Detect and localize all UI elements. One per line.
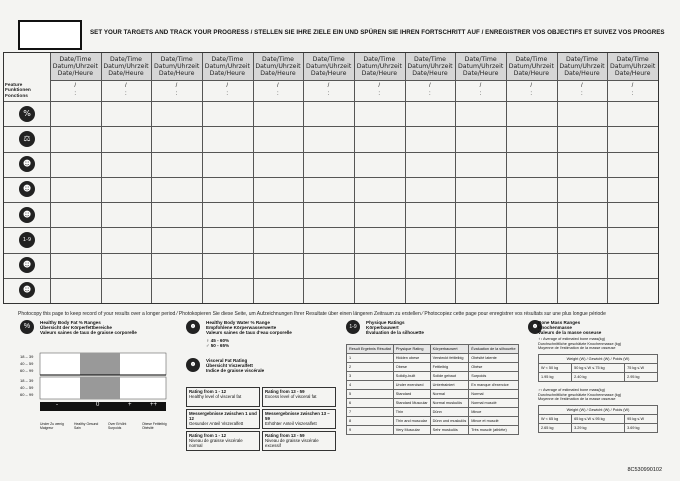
date-header-9 [455,53,506,81]
bone-male-v-1: 2.65 kg [539,424,572,433]
physique-cell: Mince [469,408,518,417]
grid-column-line [253,53,254,303]
date-header-line: Date/Time [160,56,193,63]
grid-row-line [4,101,658,102]
date-header-line: Datum/Uhrzeit [610,63,656,71]
bone-female-v-2: 2.40 kg [572,373,625,382]
water-female: ♀ 45 - 60% [206,337,230,343]
date-header-line: Datum/Uhrzeit [458,63,504,71]
time-colon: : [429,91,431,97]
bone-male-note-2: Durchschnittliche geschätzte Knochenmasse (kg) [538,392,622,397]
grid-column-line [557,53,558,303]
bone-female-v-1: 1.95 kg [539,373,572,382]
fat-legend-obese: Obese Fettleibig Obésité [142,422,167,430]
physique-cell: Obèse [469,363,518,372]
grid-column-line [455,53,456,303]
date-slash: / [631,83,634,89]
physique-cell: 8 [347,417,394,426]
physique-header-row [347,345,519,354]
physique-cell: Untertrainiert [430,381,469,390]
visceral-title-de: Übersicht Viszeralfett [206,363,253,369]
physique-cell: Mince et musclé [469,417,518,426]
bone-female-w-3: 75 kg ≤ W [625,364,658,373]
date-header-line: Date/Time [565,56,598,63]
visceral-box-4-title: Messergebnisse zwischen 13 – 59 [265,411,330,422]
physique-row [347,408,519,417]
fat-range-chart [20,350,168,420]
physique-cell: 3 [347,372,394,381]
visceral-box-1-text: Healthy level of visceral fat [189,394,242,400]
fat-legend-under: Under Zu wenig Maigreur [40,422,64,430]
time-colon: : [479,91,482,97]
grid-row-line [4,202,658,203]
water-title-de: Empfohlene Körperwasserwerte [206,325,277,331]
date-slash: / [530,83,532,89]
date-header-line: Date/Heure [158,70,195,78]
scale-zero: 0 [96,402,100,408]
bone-male-w-1: W < 65 kg [539,415,572,424]
date-header-line: Datum/Uhrzeit [103,63,149,71]
grid-column-line [607,53,608,303]
date-slash: / [277,83,279,89]
visceral-box-6-title: Rating from 13 - 59 [265,433,305,438]
date-header-11 [557,53,608,81]
fat-age-6: 60 – 99 [20,392,34,397]
time-colon: : [125,91,127,97]
visceral-box-2 [262,387,336,407]
bone-female-w-2: 50 kg ≤ W ≤ 75 kg [572,364,625,373]
bone-male-w-2: 65 kg ≤ W ≤ 95 kg [572,415,625,424]
date-header-line: Datum/Uhrzeit [255,63,301,71]
measurement-icon: ☻ [19,257,35,273]
feature-label: Fonctions [5,93,28,99]
date-header-line: Date/Time [616,56,649,63]
bone-male-header: Weight (W) / Gewicht (W) / Poids (W) [539,406,658,415]
fat-title-en: Healthy Body Fat % Ranges [40,320,101,325]
photocopy-note: Photocopy this page to keep record of your results over a longer period ⁄ Photokopieren Sie diese Seite, um Aufzeichnungen Ihrer Resultate über einen längeren Zeitraum zu erstellen ⁄ Photocopiez cette page pour enregistrer vos résultats sur une plus longue période [18,311,606,317]
fat-age-5: 40 – 59 [20,385,34,390]
feature-label: Funktionen [5,88,31,94]
date-header-line: Date/Time [312,56,345,63]
grid-column-line [405,53,406,303]
scale-plusplus: ++ [150,402,158,408]
date-slash: / [125,83,127,89]
water-title-en: Healthy Body Water % Range [206,320,270,325]
physique-table [346,344,519,435]
visceral-box-2-title: Rating from 13 - 59 [265,389,305,394]
physique-cell: Hidden obese [393,354,430,363]
visceral-box-4-text: Erhöhter Anteil Viszeralfett [265,421,317,427]
time-colon: : [631,91,634,97]
bone-female-w-1: W < 50 kg [539,364,572,373]
date-header-7 [354,53,405,81]
date-slash: / [327,83,330,89]
grid-row-line [4,177,658,178]
date-header-line: Date/Heure [462,70,499,78]
physique-cell: Very Muscular [393,426,430,435]
physique-cell: Solidly-built [393,372,430,381]
bone-male-table [538,405,658,433]
date-header-6 [303,53,354,81]
physique-row [347,354,519,363]
date-header-line: Date/Heure [260,70,296,78]
date-header-line: Date/Time [363,56,396,63]
date-header-line: Date/Time [515,56,548,63]
physique-cell: Thin and muscular [393,417,430,426]
physique-icon: 1-9 [346,320,360,334]
time-colon: : [327,91,330,97]
visceral-box-2-text: Excess level of visceral fat [265,394,317,400]
visceral-title-fr: Indice de graisse viscérale [206,368,265,374]
time-colon: : [530,91,532,97]
time-colon: : [581,91,583,97]
date-header-line: Datum/Uhrzeit [356,63,402,71]
fat-legend-healthy: Healthy Gesund Sain [74,422,99,430]
grid-row-line [4,278,658,279]
grid-column-line [50,53,51,303]
page-title: SET YOUR TARGETS AND TRACK YOUR PROGRESS / STELLEN SIE IHRE ZIELE EIN UND SPÜREN SIE IHREN FORTSCHRITT AUF / ENREGISTRER VOS OBJECTIFS ET SUIVEZ VOS PROGRES [90,29,665,36]
grid-column-line [202,53,203,303]
physique-cell: 9 [347,426,394,435]
grid-column-line [506,53,507,303]
date-header-8 [405,53,456,81]
physique-cell: Versteckt fettleibig [430,354,469,363]
measurement-icon: ⚖ [19,131,35,147]
physique-cell: Obese [393,363,430,372]
physique-cell: Dünn [430,408,469,417]
date-header-line: Date/Heure [564,70,600,78]
bone-male-v-2: 3.29 kg [572,424,625,433]
date-header-3 [151,53,202,81]
grid-column-line [303,53,304,303]
date-header-line: Date/Time [464,56,497,63]
water-male: ♂ 50 - 65% [206,342,230,348]
physique-cell: Sehr muskulös [430,426,469,435]
date-header-line: Date/Heure [310,70,347,78]
date-slash: / [429,83,431,89]
bone-title-en: Bone Mass Ranges [538,320,581,325]
date-header-line: Date/Time [109,56,142,63]
physique-cell: Obésité latente [469,354,518,363]
bone-female-header: Weight (W) / Gewicht (W) / Poids (W) [539,355,658,364]
grid-row-line [4,152,658,153]
date-header-5 [253,53,304,81]
date-slash: / [378,83,380,89]
water-title-fr: Valeurs saines de taux d'eau corporelle [206,330,292,336]
physique-cell: Fettleibig [430,363,469,372]
date-header-12 [607,53,658,81]
measurement-icon: ☻ [19,282,35,298]
physique-cell: Standard [393,390,430,399]
date-header-line: Date/Time [211,56,244,63]
bone-male-w-3: 95 kg ≤ W [625,415,658,424]
visceral-box-4 [262,409,336,429]
physique-cell: Standard Muscular [393,399,430,408]
header-box [18,20,82,50]
physique-cell: Normal muskulös [430,399,469,408]
physique-cell: 4 [347,381,394,390]
visceral-box-6 [262,431,336,451]
physique-row [347,426,519,435]
time-colon: : [378,91,380,97]
physique-cell: 2 [347,363,394,372]
physique-cell: 6 [347,399,394,408]
visceral-box-3-text: Gesunder Anteil Viszeralfett [189,421,244,427]
time-colon: : [226,91,228,97]
date-header-line: Date/Heure [513,70,550,78]
physique-cell: Thin [393,408,430,417]
physique-cell: Dünn und muskulös [430,417,469,426]
physique-header-cell: Result Ergebnis Résultat [347,345,394,354]
physique-header-cell: Physique Rating [393,345,430,354]
grid-row-line [4,126,658,127]
grid-column-line [101,53,102,303]
physique-cell: Normal [469,390,518,399]
date-slash: / [226,83,228,89]
physique-cell: Solide gebaut [430,372,469,381]
serial-number: 8C530990102 [627,467,662,473]
bone-female-note-1: ♀: Average of estimated bone mass(kg) [538,337,605,341]
bone-male-note-3: Moyenne de l'estimation de la masse osseuse [538,397,616,402]
date-header-line: Date/Heure [412,70,448,78]
visceral-icon: ☻ [186,358,200,372]
date-header-line: Date/Heure [361,70,398,78]
visceral-box-5 [186,431,260,451]
physique-row [347,372,519,381]
date-slash: / [479,83,482,89]
physique-header-cell: Körperbauwert [430,345,469,354]
measurement-icon: % [19,106,35,122]
measurement-icon: ☻ [19,181,35,197]
date-header-line: Datum/Uhrzeit [306,63,352,71]
date-header-line: Datum/Uhrzeit [52,63,98,71]
bone-title-de: Knochenmasse [538,325,572,331]
feature-label: Feature [5,83,23,88]
bone-icon: ☻ [528,320,542,334]
physique-cell: 7 [347,408,394,417]
grid-column-line [354,53,355,303]
fat-title-fr: Valeurs saines de taux de graisse corporelle [40,330,137,336]
date-slash: / [581,83,583,89]
measurement-icon: ☻ [19,207,35,223]
fat-age-2: 40 – 59 [20,361,34,366]
physique-row [347,417,519,426]
date-header-line: Date/Heure [209,70,246,78]
date-header-line: Date/Heure [108,70,144,78]
bone-male-note-1: ♂: Average of estimated bone mass(kg) [538,388,605,392]
physique-cell: En manque d'exercice [469,381,518,390]
visceral-box-1 [186,387,260,407]
date-header-line: Date/Time [59,56,92,63]
bone-title-fr: Valeurs de la masse osseuse [538,330,602,336]
visceral-box-1-title: Rating from 1 - 12 [189,389,227,394]
physique-row [347,363,519,372]
date-header-line: Datum/Uhrzeit [559,63,605,71]
physique-title-en: Physique Ratings [366,320,405,325]
date-header-line: Datum/Uhrzeit [508,63,554,71]
date-header-10 [506,53,557,81]
scale-plus: + [128,402,132,408]
physique-title-fr: Évaluation de la silhouette [366,330,424,336]
physique-row [347,399,519,408]
date-header-line: Date/Time [413,56,446,63]
tracker-grid [3,52,659,304]
physique-cell: 1 [347,354,394,363]
fat-age-4: 18 – 39 [20,378,34,383]
physique-cell: 5 [347,390,394,399]
date-header-4 [202,53,253,81]
body-water-icon: ☻ [186,320,200,334]
bone-female-table [538,354,658,382]
fat-title-de: Übersicht der Körperfettbereiche [40,325,112,331]
grid-row-line [4,253,658,254]
date-header-line: Date/Heure [614,70,651,78]
time-colon: : [277,91,279,97]
physique-cell: Normal musclé [469,399,518,408]
date-slash: / [175,83,178,89]
physique-cell: Normal [430,390,469,399]
date-slash: / [74,83,76,89]
date-header-line: Datum/Uhrzeit [204,63,250,71]
fat-age-3: 60 – 99 [20,368,34,373]
fat-legend-over: Over Erhöht Surpoids [108,422,127,430]
physique-cell: Surpoids [469,372,518,381]
time-colon: : [175,91,178,97]
visceral-box-3-title: Messergebnisse zwischen 1 und 12 [189,411,257,422]
physique-cell: Très musclé (athlète) [469,426,518,435]
measurement-icon: 1-9 [19,232,35,248]
physique-title-de: Körperbauwert [366,325,399,331]
physique-cell: Under exercised [393,381,430,390]
grid-row-line [4,227,658,228]
body-fat-icon: % [20,320,34,334]
physique-row [347,381,519,390]
visceral-box-5-text: Niveau de graisse viscérale normal [189,438,243,449]
bone-male-v-3: 3.69 kg [625,424,658,433]
bone-female-v-3: 2.95 kg [625,373,658,382]
date-header-line: Date/Heure [57,70,94,78]
date-header-line: Datum/Uhrzeit [154,63,200,71]
visceral-box-5-title: Rating from 1 - 12 [189,433,227,438]
time-colon: : [74,91,76,97]
physique-row [347,390,519,399]
measurement-icon: ☻ [19,156,35,172]
visceral-box-3 [186,409,260,429]
bone-female-note-3: Moyenne de l'estimation de la masse osseuse [538,346,616,351]
fat-age-1: 18 – 39 [20,354,34,359]
scale-minus: - [56,402,58,408]
physique-header-cell: Évaluation de la silhouette [469,345,518,354]
visceral-box-6-text: Niveau de graisse viscérale excessif [265,438,319,449]
grid-column-line [151,53,152,303]
bone-female-note-2: Durchschnittliche geschätzte Knochenmasse (kg) [538,341,622,346]
date-header-1 [50,53,101,81]
visceral-title-en: Visceral Fat Rating [206,358,248,363]
date-header-line: Date/Time [261,56,294,63]
date-header-2 [101,53,152,81]
date-header-line: Datum/Uhrzeit [407,63,453,71]
